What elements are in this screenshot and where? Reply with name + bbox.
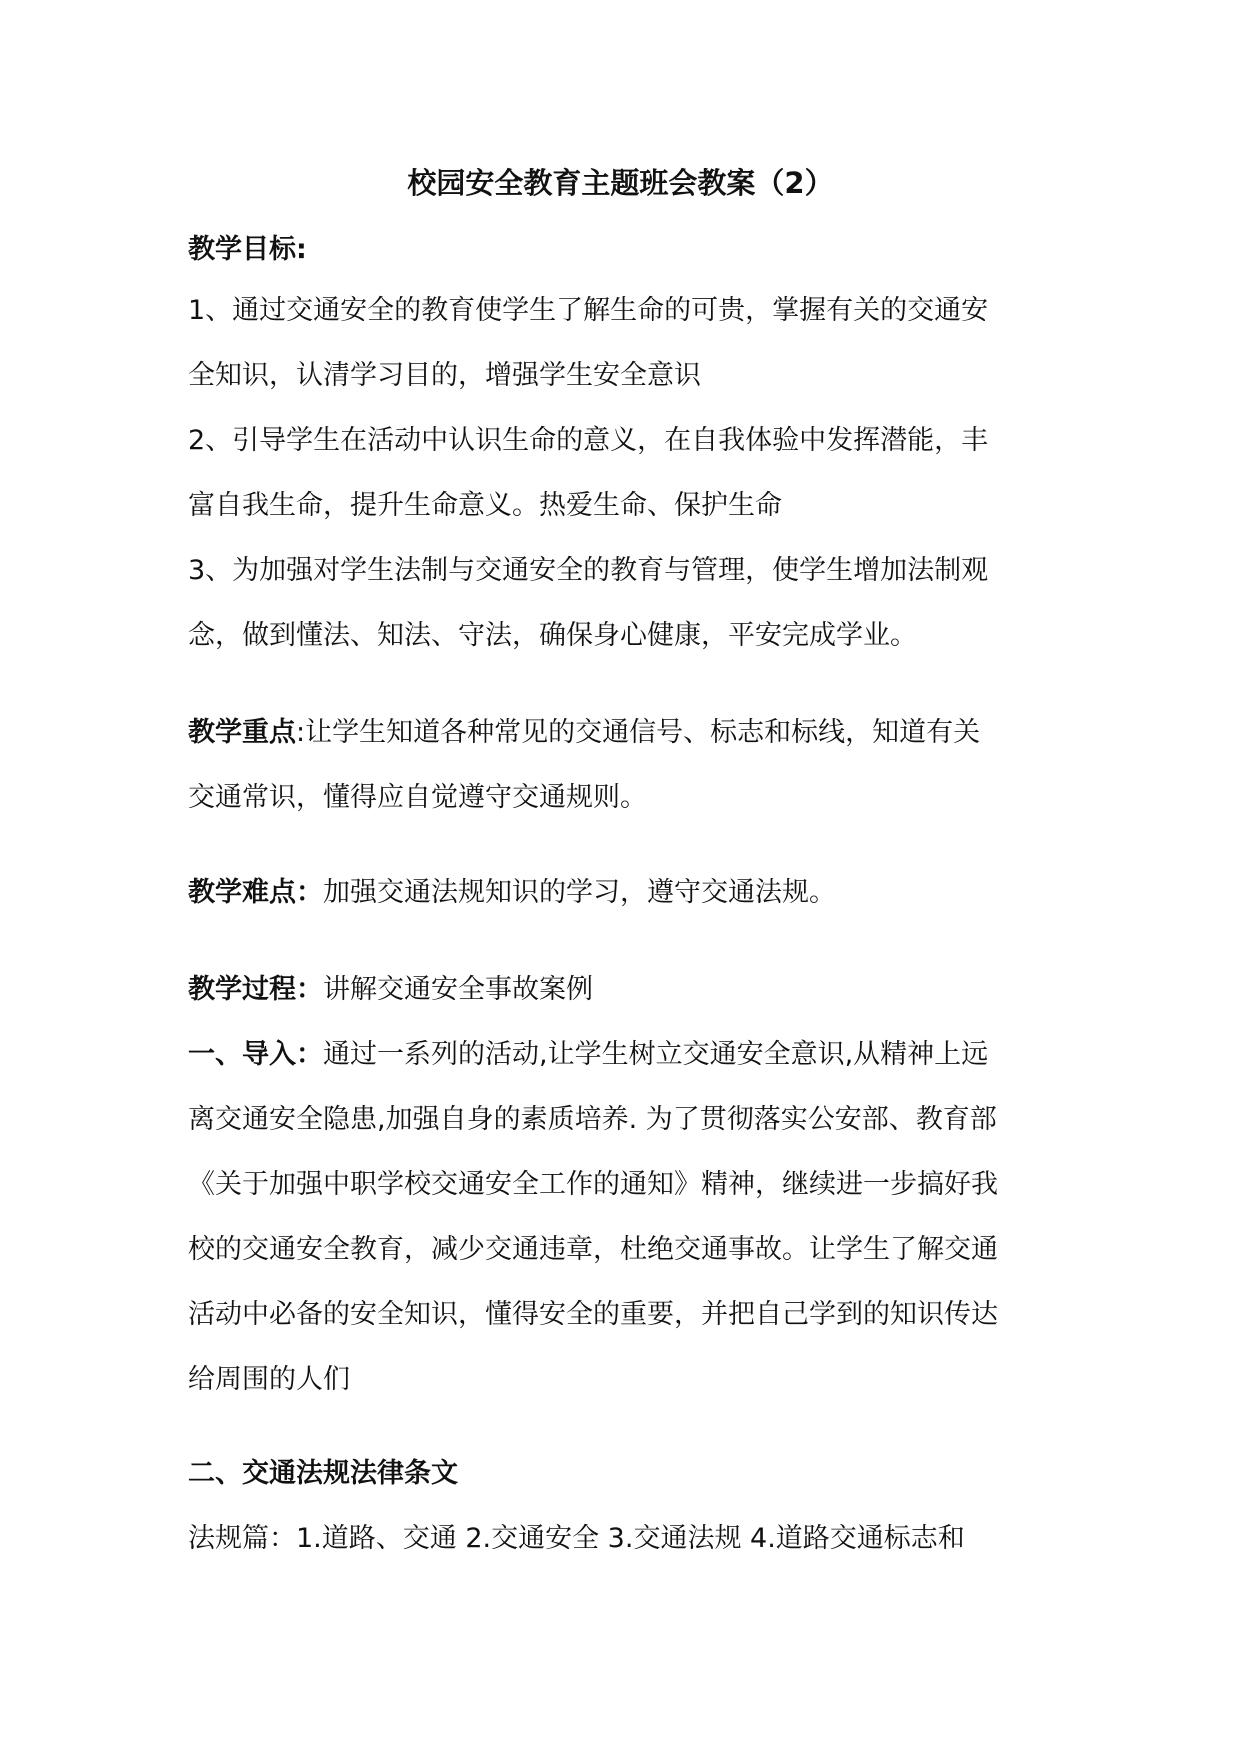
key-points-label: 教学重点 (188, 717, 296, 748)
section2-heading: 二、交通法规法律条文 (188, 1458, 458, 1489)
intro-line: 《关于加强中职学校交通安全工作的通知》精神，继续进一步搞好我 (188, 1169, 998, 1200)
process-label: 教学过程： (188, 974, 323, 1005)
objective-line: 3、为加强对学生法制与交通安全的教育与管理，使学生增加法制观 (188, 555, 989, 586)
intro-text: 通过一系列的活动,让学生树立交通安全意识,从精神上远 (323, 1039, 989, 1070)
objective-line: 2、引导学生在活动中认识生命的意义，在自我体验中发挥潜能，丰 (188, 425, 989, 456)
process-paragraph (188, 972, 593, 1008)
objective-line: 1、通过交通安全的教育使学生了解生命的可贵，掌握有关的交通安 (188, 295, 989, 326)
key-points-line: 交通常识，懂得应自觉遵守交通规则。 (188, 782, 647, 813)
intro-line: 给周围的人们 (188, 1364, 350, 1395)
difficulties-text: 加强交通法规知识的学习，遵守交通法规。 (323, 877, 836, 908)
intro-label: 一、导入： (188, 1039, 323, 1070)
process-text: 讲解交通安全事故案例 (323, 974, 593, 1005)
key-points-paragraph (188, 715, 980, 751)
objective-line: 念，做到懂法、知法、守法，确保身心健康，平安完成学业。 (188, 620, 917, 651)
key-points-text: :让学生知道各种常见的交通信号、标志和标线，知道有关 (296, 717, 981, 748)
objective-line: 富自我生命，提升生命意义。热爱生命、保护生命 (188, 490, 782, 521)
objectives-heading: 教学目标: (188, 234, 307, 265)
section2-line: 法规篇：1.道路、交通 2.交通安全 3.交通法规 4.道路交通标志和 (188, 1523, 965, 1554)
objective-line: 全知识，认清学习目的，增强学生安全意识 (188, 360, 701, 391)
intro-paragraph (188, 1037, 988, 1073)
document-title: 校园安全教育主题班会教案（2） (407, 166, 834, 200)
difficulties-label: 教学难点： (188, 877, 323, 908)
intro-line: 活动中必备的安全知识，懂得安全的重要，并把自己学到的知识传达 (188, 1299, 998, 1330)
difficulties-paragraph (188, 875, 836, 911)
intro-line: 离交通安全隐患,加强自身的素质培养. 为了贯彻落实公安部、教育部 (188, 1104, 997, 1135)
intro-line: 校的交通安全教育，减少交通违章，杜绝交通事故。让学生了解交通 (188, 1234, 998, 1265)
